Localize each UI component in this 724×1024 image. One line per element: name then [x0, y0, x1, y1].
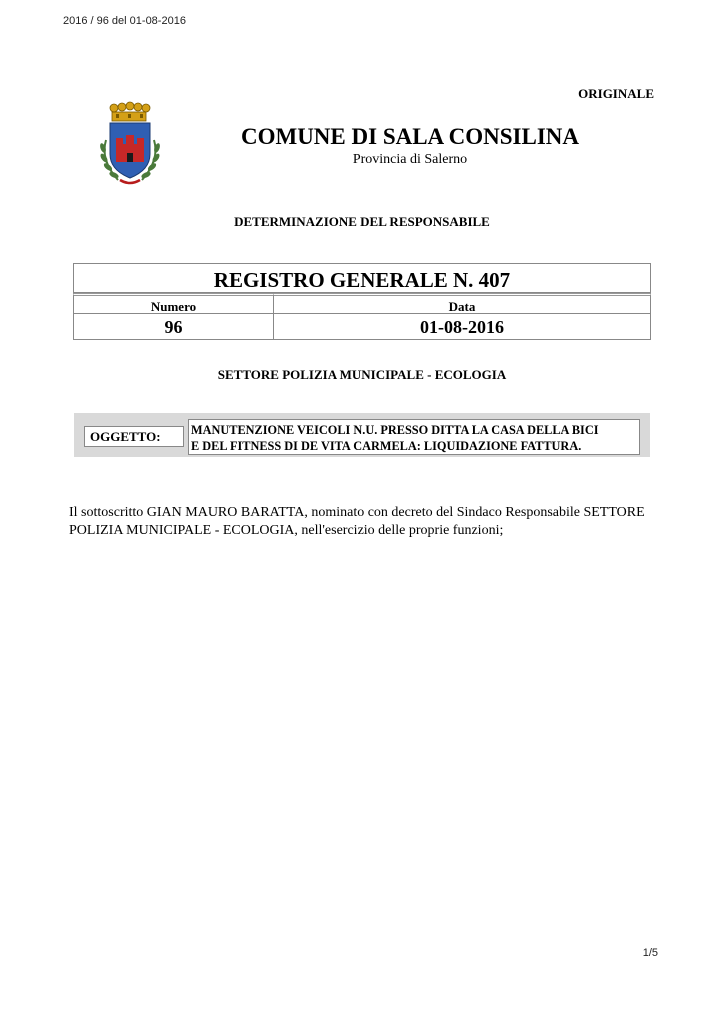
body-line-2: POLIZIA MUNICIPALE - ECOLOGIA, nell'esercizio delle proprie funzioni; — [69, 523, 504, 538]
date-label: Data — [274, 293, 651, 313]
register-table — [73, 263, 651, 340]
subject-line-1: MANUTENZIONE VEICOLI N.U. PRESSO DITTA LA CASA DELLA BICI — [191, 423, 599, 437]
municipal-coat-of-arms-icon — [96, 100, 164, 188]
register-date: 01-08-2016 — [274, 313, 651, 340]
sector-heading: SETTORE POLIZIA MUNICIPALE - ECOLOGIA — [217, 367, 507, 382]
province-name: Provincia di Salerno — [352, 152, 468, 167]
subject-box — [74, 413, 650, 457]
register-values-row — [73, 313, 651, 340]
page-number: 1/5 — [642, 947, 658, 959]
original-label: ORIGINALE — [578, 86, 654, 101]
body-line-1: Il sottoscritto GIAN MAURO BARATTA, nominato con decreto del Sindaco Responsabile SETTORE — [69, 505, 645, 520]
document-type: DETERMINAZIONE DEL RESPONSABILE — [234, 214, 490, 229]
register-number: 96 — [73, 313, 274, 340]
number-label: Numero — [73, 293, 274, 313]
subject-line-2: E DEL FITNESS DI DE VITA CARMELA: LIQUIDAZIONE FATTURA. — [191, 439, 582, 453]
document-reference-header: 2016 / 96 del 01-08-2016 — [63, 15, 186, 27]
crown-icon — [110, 102, 150, 121]
subject-label: OGGETTO: — [84, 426, 184, 447]
municipality-name: COMUNE DI SALA CONSILINA — [240, 124, 580, 149]
register-title: REGISTRO GENERALE N. 407 — [73, 263, 651, 293]
castle-icon — [116, 135, 144, 162]
body-paragraph — [69, 504, 659, 540]
register-labels-row — [73, 293, 651, 313]
subject-text — [188, 419, 640, 455]
